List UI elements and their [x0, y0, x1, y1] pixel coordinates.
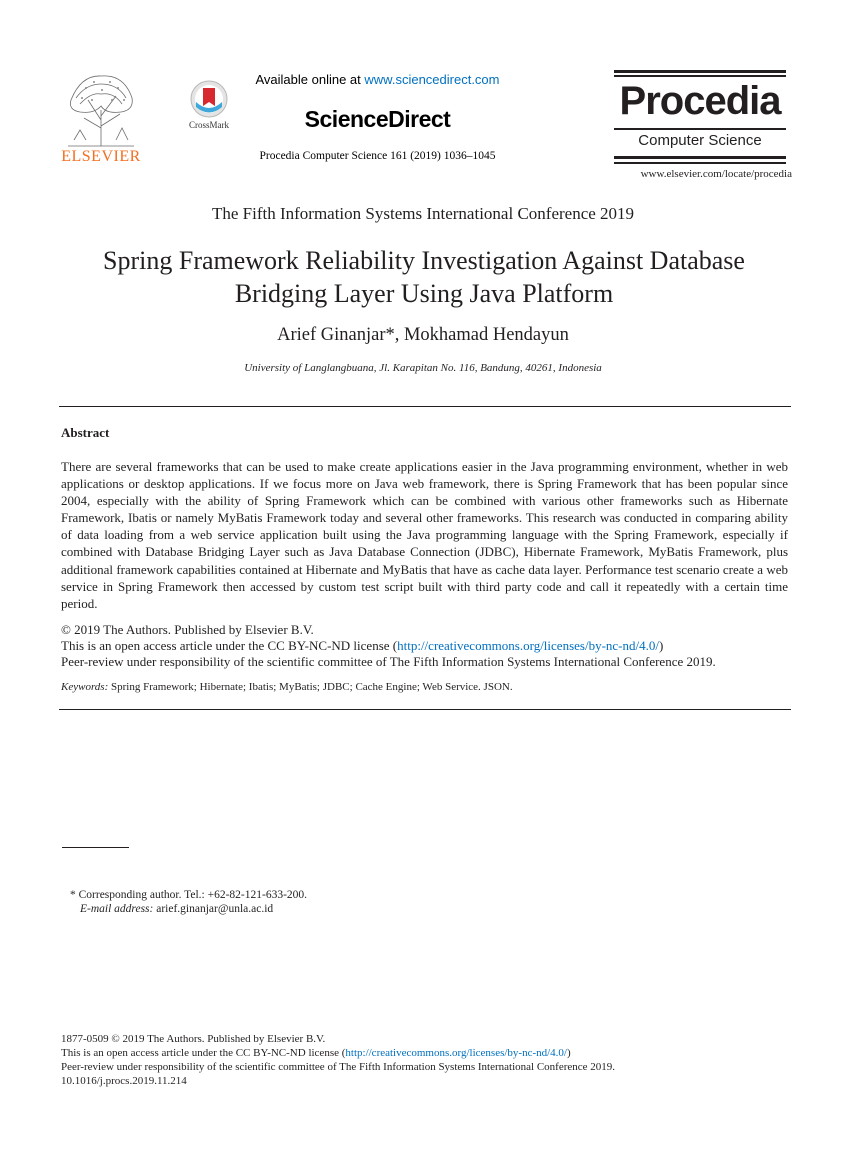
paper-title — [60, 244, 788, 310]
copyright-line: © 2019 The Authors. Published by Elsevier B.V. — [61, 622, 314, 637]
procedia-title: Procedia — [619, 79, 781, 123]
abstract-heading: Abstract — [61, 425, 110, 440]
license-prefix: This is an open access article under the CC BY-NC-ND license ( — [61, 638, 398, 653]
bottom-license-link[interactable]: http://creativecommons.org/licenses/by-nc-nd/4.0/ — [345, 1047, 567, 1059]
license-line — [61, 638, 788, 654]
crossmark-label: CrossMark — [189, 120, 229, 130]
available-online — [220, 72, 535, 87]
journal-url[interactable]: www.elsevier.com/locate/procedia — [640, 168, 792, 180]
footnote-rule — [62, 847, 129, 848]
bottom-license-prefix: This is an open access article under the CC BY-NC-ND license ( — [61, 1047, 346, 1059]
paper-title-line-1: Spring Framework Reliability Investigation Against Database — [103, 246, 745, 275]
procedia-logo — [614, 70, 792, 185]
license-suffix: ) — [658, 638, 664, 653]
conference-name: The Fifth Information Systems International Conference 2019 — [211, 204, 635, 223]
procedia-rule-bottom — [614, 156, 786, 159]
available-online-prefix: Available online at — [255, 72, 365, 87]
procedia-rule-mid — [614, 128, 786, 130]
affiliation: University of Langlangbuana, Jl. Karapitan No. 116, Bandung, 40261, Indonesia — [244, 362, 602, 374]
publisher-name: ELSEVIER — [61, 148, 141, 165]
elsevier-logo — [58, 70, 144, 166]
abstract-body: There are several frameworks that can be used to make create applications easier in the Java programming environment, whether in web applications or desktop applications. If we focus more on Java web framework, there is Spring Framework that has been popular since 2004, especially with the ability of Spring Framework which can be combined with various other frameworks such as Hibernate Framework, Ibatis or namely MyBatis Framework today and several other frameworks. This research was conducted in comparing ability of data loading from a web service application built using the Java programming language with the Spring Framework, especially if combined with Database Bridging Layer such as Java Database Connection (JDBC), Hibernate Framework, MyBatis Framework, plus additional framework capabilities contained at Hibernate and MyBatis that have as cache data layer. Performance test scenario create a web service in Spring Framework then accessed by custom test script built with third party code and call it repeatedly with a certain time period. — [61, 459, 788, 611]
procedia-subtitle: Computer Science — [638, 132, 762, 149]
email-address[interactable]: arief.ginanjar@unla.ac.id — [153, 903, 274, 915]
sciencedirect-brand: ScienceDirect — [304, 106, 451, 132]
bottom-publication-info — [61, 1032, 801, 1088]
issn-line: 1877-0509 © 2019 The Authors. Published by Elsevier B.V. — [61, 1033, 326, 1045]
procedia-rule-top — [614, 70, 786, 73]
copyright-block — [61, 622, 788, 670]
bottom-peer-review: Peer-review under responsibility of the scientific committee of The Fifth Information Systems International Conference 2019. — [61, 1061, 616, 1073]
sciencedirect-link[interactable]: www.sciencedirect.com — [364, 72, 500, 87]
authors: Arief Ginanjar*, Mokhamad Hendayun — [277, 325, 569, 345]
email-label: E-mail address: — [80, 903, 154, 915]
keywords — [61, 681, 788, 693]
bottom-license-suffix: ) — [567, 1047, 571, 1059]
procedia-rule-top-thin — [614, 75, 786, 77]
doi[interactable]: 10.1016/j.procs.2019.11.214 — [61, 1075, 187, 1087]
bottom-license-line — [61, 1046, 801, 1060]
abstract-rule-bottom — [59, 709, 791, 710]
keywords-text: Spring Framework; Hibernate; Ibatis; MyBatis; JDBC; Cache Engine; Web Service. JSON. — [108, 681, 513, 693]
corresponding-author: * Corresponding author. Tel.: +62-82-121-633-200. — [70, 889, 308, 901]
license-link[interactable]: http://creativecommons.org/licenses/by-nc-nd/4.0/ — [397, 638, 659, 653]
elsevier-tree-icon — [66, 70, 136, 148]
paper-title-line-2: Bridging Layer Using Java Platform — [234, 279, 614, 308]
journal-reference: Procedia Computer Science 161 (2019) 1036–1045 — [259, 150, 496, 162]
email-line — [80, 903, 273, 915]
abstract-rule-top — [59, 406, 791, 407]
procedia-rule-bottom-thin — [614, 162, 786, 164]
peer-review-line: Peer-review under responsibility of the scientific committee of The Fifth Information Systems International Conference 2019. — [61, 654, 716, 669]
keywords-label: Keywords: — [61, 681, 109, 693]
